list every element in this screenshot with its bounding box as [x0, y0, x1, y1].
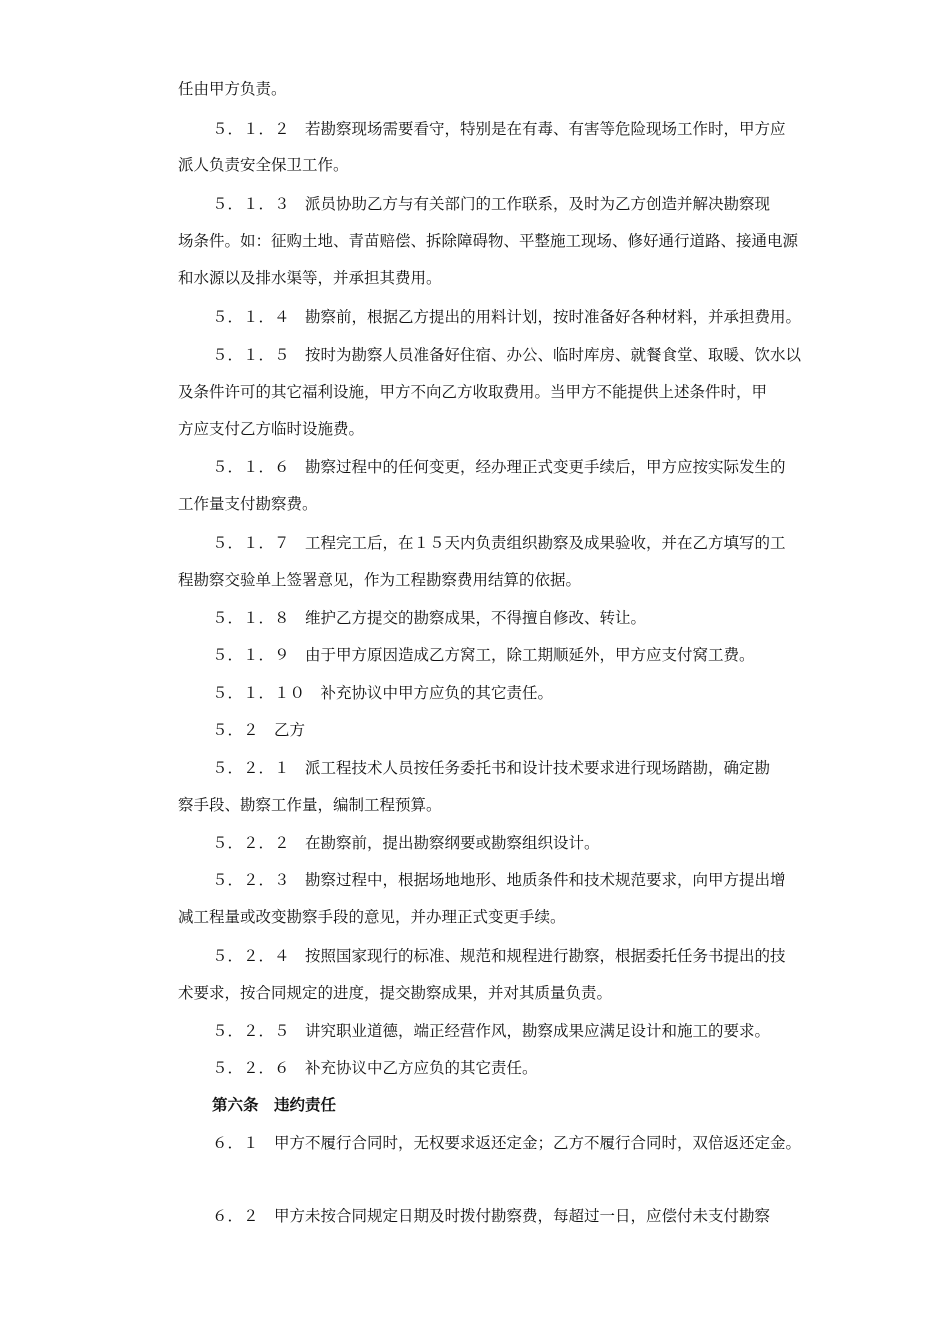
- text-line: ５．１．５ 按时为勘察人员准备好住宿、办公、临时库房、就餐食堂、取暖、饮水以: [212, 346, 802, 364]
- text-line: 工作量支付勘察费。: [178, 495, 318, 513]
- section-heading: 第六条 违约责任: [212, 1095, 337, 1114]
- text-line: ５．２．２ 在勘察前，提出勘察纲要或勘察组织设计。: [212, 834, 600, 852]
- text-line: 任由甲方负责。: [178, 80, 287, 98]
- text-line: ５．１．８ 维护乙方提交的勘察成果，不得擅自修改、转让。: [212, 609, 647, 627]
- text-line: ５．１．９ 由于甲方原因造成乙方窝工，除工期顺延外，甲方应支付窝工费。: [212, 646, 755, 664]
- text-line: ５．１．１０ 补充协议中甲方应负的其它责任。: [212, 684, 554, 702]
- text-line: 派人负责安全保卫工作。: [178, 156, 349, 174]
- text-line: ５．１．２ 若勘察现场需要看守，特别是在有毒、有害等危险现场工作时，甲方应: [212, 120, 786, 138]
- text-line: 减工程量或改变勘察手段的意见，并办理正式变更手续。: [178, 908, 566, 926]
- text-line: ５．２．４ 按照国家现行的标准、规范和规程进行勘察，根据委托任务书提出的技: [212, 947, 786, 965]
- text-line: 程勘察交验单上签署意见，作为工程勘察费用结算的依据。: [178, 571, 582, 589]
- text-line: ６．１ 甲方不履行合同时，无权要求返还定金；乙方不履行合同时，双倍返还定金。: [212, 1134, 802, 1152]
- text-line: ５．１．６ 勘察过程中的任何变更，经办理正式变更手续后，甲方应按实际发生的: [212, 458, 786, 476]
- text-line: ５．１．７ 工程完工后，在１５天内负责组织勘察及成果验收，并在乙方填写的工: [212, 534, 786, 552]
- text-line: ５．２．５ 讲究职业道德，端正经营作风，勘察成果应满足设计和施工的要求。: [212, 1022, 771, 1040]
- text-line: 及条件许可的其它福利设施，甲方不向乙方收取费用。当甲方不能提供上述条件时，甲: [178, 383, 768, 401]
- text-line: 察手段、勘察工作量，编制工程预算。: [178, 796, 442, 814]
- text-line: 方应支付乙方临时设施费。: [178, 420, 365, 438]
- text-line: ６．２ 甲方未按合同规定日期及时拨付勘察费，每超过一日，应偿付未支付勘察: [212, 1207, 771, 1225]
- text-line: ５．２．６ 补充协议中乙方应负的其它责任。: [212, 1059, 538, 1077]
- text-line: ５．２．１ 派工程技术人员按任务委托书和设计技术要求进行现场踏勘，确定勘: [212, 759, 771, 777]
- text-line: ５．２．３ 勘察过程中，根据场地地形、地质条件和技术规范要求，向甲方提出增: [212, 871, 786, 889]
- text-line: 术要求，按合同规定的进度，提交勘察成果，并对其质量负责。: [178, 984, 613, 1002]
- text-line: ５．１．４ 勘察前，根据乙方提出的用料计划，按时准备好各种材料，并承担费用。: [212, 308, 802, 326]
- text-line: ５．２ 乙方: [212, 721, 306, 739]
- text-line: ５．１．３ 派员协助乙方与有关部门的工作联系，及时为乙方创造并解决勘察现: [212, 195, 771, 213]
- text-line: 和水源以及排水渠等，并承担其费用。: [178, 269, 442, 287]
- text-line: 场条件。如：征购土地、青苗赔偿、拆除障碍物、平整施工现场、修好通行道路、接通电源: [178, 232, 799, 250]
